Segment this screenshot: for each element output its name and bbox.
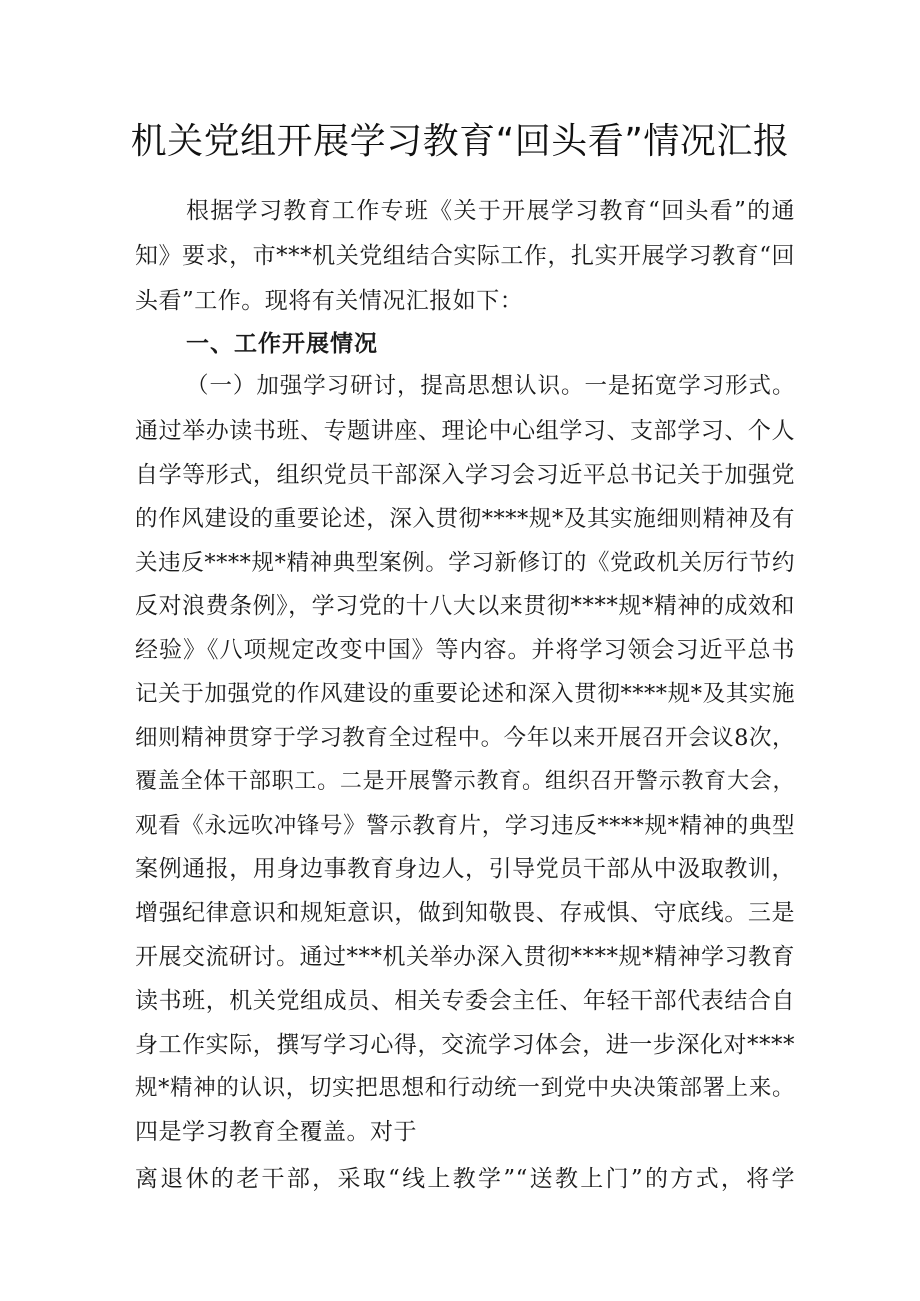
paragraph-line: 细则精神贯穿于学习教育全过程中。今年以来开展召开会议8次， — [135, 725, 795, 751]
paragraph-line: 增强纪律意识和规矩意识，做到知敬畏、存戒惧、守底线。三是 — [135, 900, 795, 926]
paragraph-line: 知》要求，市***机关党组结合实际工作，扎实开展学习教育“回 — [135, 243, 795, 269]
paragraph-line: 记关于加强党的作风建设的重要论述和深入贯彻****规*及其实施 — [135, 681, 795, 707]
document-title: 机关党组开展学习教育“回头看”情况汇报 — [130, 121, 790, 162]
paragraph-line: 身工作实际，撰写学习心得，交流学习体会，进一步深化对**** — [135, 1032, 795, 1058]
paragraph-line: 根据学习教育工作专班《关于开展学习教育“回头看”的通 — [186, 198, 795, 224]
section-heading: 一、工作开展情况 — [186, 331, 378, 357]
paragraph-line: 规*精神的认识，切实把思想和行动统一到党中央决策部署上来。 — [135, 1075, 795, 1101]
paragraph-line: 经验》《八项规定改变中国》等内容。并将学习领会习近平总书 — [135, 637, 795, 663]
paragraph-line: 的作风建设的重要论述，深入贯彻****规*及其实施细则精神及有 — [135, 506, 795, 532]
paragraph-line: 自学等形式，组织党员干部深入学习会习近平总书记关于加强党 — [135, 462, 795, 488]
paragraph-line: 头看”工作。现将有关情况汇报如下： — [135, 288, 524, 314]
paragraph-line: 四是学习教育全覆盖。对于 — [135, 1119, 417, 1145]
paragraph-line: 关违反****规*精神典型案例。学习新修订的《党政机关厉行节约 — [135, 550, 795, 576]
paragraph-line: 离退休的老干部，采取“线上教学”“送教上门”的方式，将学 — [135, 1166, 795, 1192]
paragraph-line: 反对浪费条例》，学习党的十八大以来贯彻****规*精神的成效和 — [135, 593, 795, 619]
paragraph-line: 通过举办读书班、专题讲座、理论中心组学习、支部学习、个人 — [135, 418, 795, 444]
paragraph-line: 覆盖全体干部职工。二是开展警示教育。组织召开警示教育大会， — [135, 769, 795, 794]
paragraph-line: 读书班，机关党组成员、相关专委会主任、年轻干部代表结合自 — [135, 988, 795, 1014]
paragraph-line: （一）加强学习研讨，提高思想认识。一是拓宽学习形式。 — [186, 373, 795, 399]
paragraph-line: 案例通报，用身边事教育身边人，引导党员干部从中汲取教训， — [135, 856, 795, 882]
paragraph-line: 开展交流研讨。通过***机关举办深入贯彻****规*精神学习教育 — [135, 944, 795, 970]
paragraph-line: 观看《永远吹冲锋号》警示教育片，学习违反****规*精神的典型 — [135, 813, 795, 839]
